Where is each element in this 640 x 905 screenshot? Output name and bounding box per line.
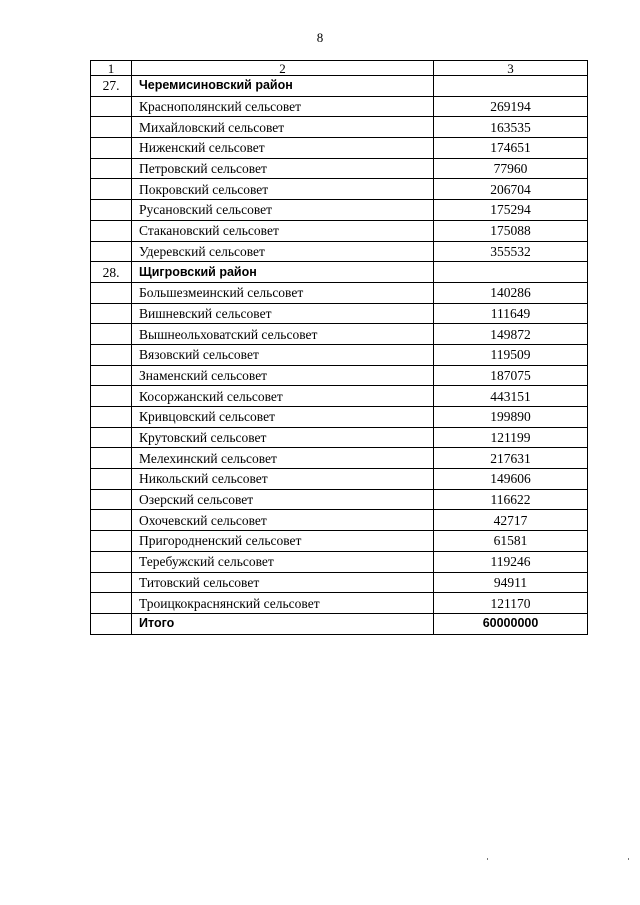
row-number: [91, 448, 132, 469]
settlement-name: Петровский сельсовет: [132, 158, 434, 179]
table-row: [91, 138, 588, 159]
amount-value: 121199: [434, 427, 588, 448]
section-heading: Черемисиновский район: [132, 76, 434, 97]
row-number: [91, 613, 132, 634]
table-row: [91, 241, 588, 262]
settlement-name: Титовский сельсовет: [132, 572, 434, 593]
amount-value: 94911: [434, 572, 588, 593]
settlement-name: Вишневский сельсовет: [132, 303, 434, 324]
amount-value: [434, 262, 588, 283]
settlement-name: Крутовский сельсовет: [132, 427, 434, 448]
table-row: [91, 282, 588, 303]
table-row: [91, 117, 588, 138]
settlement-name: Теребужский сельсовет: [132, 551, 434, 572]
row-number: [91, 593, 132, 614]
settlement-name: Озерский сельсовет: [132, 489, 434, 510]
amount-value: 149606: [434, 469, 588, 490]
row-number: [91, 344, 132, 365]
row-number: [91, 551, 132, 572]
row-number: [91, 303, 132, 324]
settlement-name: Мелехинский сельсовет: [132, 448, 434, 469]
table-row: [91, 179, 588, 200]
amount-value: 121170: [434, 593, 588, 614]
page-number: 8: [316, 30, 324, 45]
amount-value: 217631: [434, 448, 588, 469]
table-row: [91, 365, 588, 386]
row-number: [91, 427, 132, 448]
settlement-name: Косоржанский сельсовет: [132, 386, 434, 407]
amount-value: 175088: [434, 220, 588, 241]
table-row: [91, 572, 588, 593]
amount-value: 187075: [434, 365, 588, 386]
settlement-name: Краснополянский сельсовет: [132, 96, 434, 117]
row-number: [91, 117, 132, 138]
table-row: [91, 613, 588, 634]
table-row: [91, 448, 588, 469]
row-number: [91, 158, 132, 179]
row-number: [91, 220, 132, 241]
settlement-name: Большезмеинский сельсовет: [132, 282, 434, 303]
table-body: [91, 61, 588, 635]
allocation-table: [90, 60, 588, 635]
table-row: [91, 220, 588, 241]
amount-value: 269194: [434, 96, 588, 117]
table-row: [91, 158, 588, 179]
amount-value: 42717: [434, 510, 588, 531]
amount-value: 199890: [434, 407, 588, 428]
row-number: [91, 179, 132, 200]
row-number: [91, 365, 132, 386]
amount-value: 119246: [434, 551, 588, 572]
settlement-name: Пригородненский сельсовет: [132, 531, 434, 552]
row-number: [91, 138, 132, 159]
table-row: [91, 262, 588, 283]
settlement-name: Троицкокраснянский сельсовет: [132, 593, 434, 614]
amount-value: 149872: [434, 324, 588, 345]
row-number: [91, 489, 132, 510]
table-row: [91, 303, 588, 324]
row-number: [91, 241, 132, 262]
settlement-name: Вышнеольховатский сельсовет: [132, 324, 434, 345]
column-number-row: [91, 61, 588, 76]
row-number: [91, 469, 132, 490]
column-number-2: 2: [132, 61, 434, 76]
amount-value: 140286: [434, 282, 588, 303]
table-row: [91, 386, 588, 407]
table-row: [91, 76, 588, 97]
row-number: [91, 200, 132, 221]
table-row: [91, 344, 588, 365]
row-number: [91, 386, 132, 407]
table-row: [91, 489, 588, 510]
row-number: [91, 510, 132, 531]
table-row: [91, 469, 588, 490]
column-number-3: 3: [434, 61, 588, 76]
section-heading: Итого: [132, 613, 434, 634]
settlement-name: Удеревский сельсовет: [132, 241, 434, 262]
amount-value: 443151: [434, 386, 588, 407]
amount-value: 174651: [434, 138, 588, 159]
row-number: 28.: [91, 262, 132, 283]
row-number: [91, 572, 132, 593]
settlement-name: Кривцовский сельсовет: [132, 407, 434, 428]
amount-value: 163535: [434, 117, 588, 138]
settlement-name: Вязовский сельсовет: [132, 344, 434, 365]
row-number: [91, 407, 132, 428]
amount-value: 60000000: [434, 613, 588, 634]
amount-value: 111649: [434, 303, 588, 324]
column-number-1: 1: [91, 61, 132, 76]
row-number: [91, 282, 132, 303]
amount-value: 175294: [434, 200, 588, 221]
amount-value: 116622: [434, 489, 588, 510]
settlement-name: Михайловский сельсовет: [132, 117, 434, 138]
table-row: [91, 510, 588, 531]
amount-value: 77960: [434, 158, 588, 179]
table-row: [91, 531, 588, 552]
scan-speck: [628, 858, 629, 860]
settlement-name: Охочевский сельсовет: [132, 510, 434, 531]
settlement-name: Знаменский сельсовет: [132, 365, 434, 386]
table-row: [91, 200, 588, 221]
table-row: [91, 324, 588, 345]
amount-value: 206704: [434, 179, 588, 200]
amount-value: 61581: [434, 531, 588, 552]
row-number: [91, 531, 132, 552]
scan-speck: [487, 858, 488, 860]
table-row: [91, 407, 588, 428]
row-number: 27.: [91, 76, 132, 97]
table-row: [91, 551, 588, 572]
amount-value: 355532: [434, 241, 588, 262]
table-row: [91, 427, 588, 448]
settlement-name: Никольский сельсовет: [132, 469, 434, 490]
amount-value: [434, 76, 588, 97]
table-row: [91, 593, 588, 614]
row-number: [91, 324, 132, 345]
section-heading: Щигровский район: [132, 262, 434, 283]
settlement-name: Стакановский сельсовет: [132, 220, 434, 241]
settlement-name: Покровский сельсовет: [132, 179, 434, 200]
row-number: [91, 96, 132, 117]
settlement-name: Русановский сельсовет: [132, 200, 434, 221]
table-row: [91, 96, 588, 117]
settlement-name: Ниженский сельсовет: [132, 138, 434, 159]
amount-value: 119509: [434, 344, 588, 365]
